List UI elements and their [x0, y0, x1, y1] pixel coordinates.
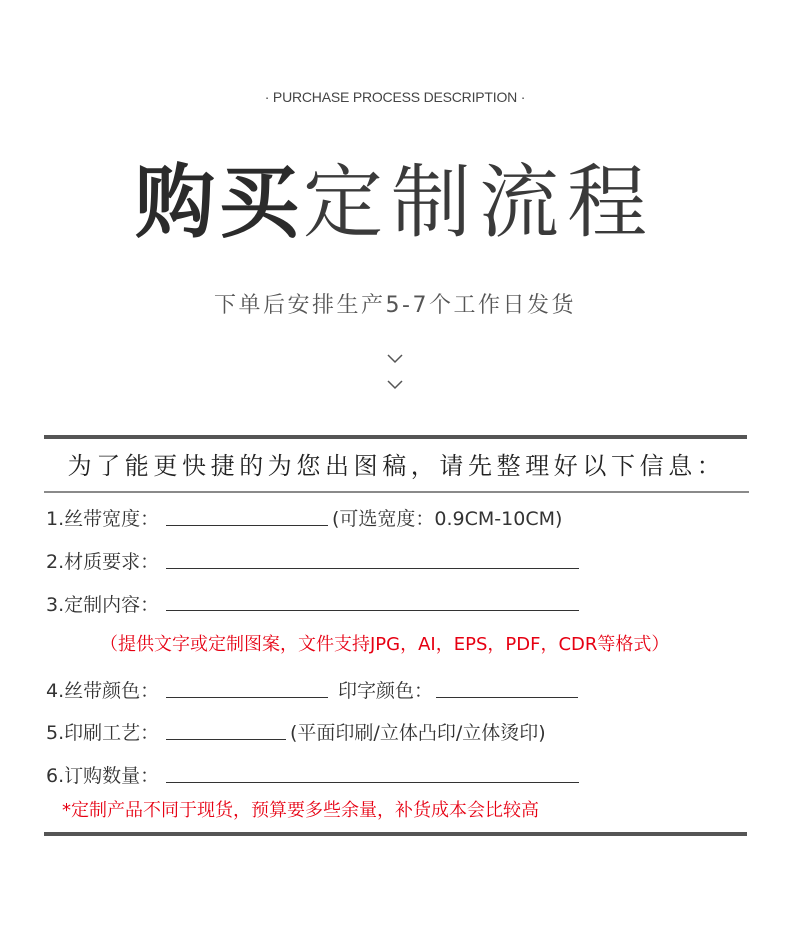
field-label-material: 2.材质要求：: [46, 551, 160, 573]
chevron-down-icon: [386, 352, 404, 364]
field-label-content: 3.定制内容：: [46, 594, 160, 616]
field-label-print-color: 印字颜色：: [338, 680, 434, 702]
field-note-ribbon-width: (可选宽度：0.9CM-10CM): [332, 508, 563, 530]
field-note-printing: (平面印刷/立体凸印/立体烫印): [290, 722, 546, 744]
field-content[interactable]: [166, 610, 579, 611]
form-heading: 为了能更快捷的为您出图稿，请先整理好以下信息：: [67, 452, 726, 480]
title-bold: 购买: [135, 156, 303, 249]
bottom-rule: [44, 832, 747, 836]
field-ribbon-color[interactable]: [166, 697, 328, 698]
field-print-color[interactable]: [436, 697, 578, 698]
heading-divider: [44, 491, 749, 493]
field-printing[interactable]: [166, 739, 286, 740]
footnote: *定制产品不同于现货，预算要多些余量，补货成本会比较高: [62, 800, 539, 821]
field-quantity[interactable]: [166, 782, 579, 783]
field-label-printing: 5.印刷工艺：: [46, 722, 160, 744]
chevron-down-icon: [386, 378, 404, 390]
field-label-ribbon-color: 4.丝带颜色：: [46, 680, 160, 702]
field-label-ribbon-width: 1.丝带宽度：: [46, 508, 160, 530]
page-title: [0, 148, 790, 258]
subtitle-en: · PURCHASE PROCESS DESCRIPTION ·: [264, 89, 526, 105]
title-light: 定制流程: [303, 156, 655, 249]
top-rule: [44, 435, 747, 439]
field-material[interactable]: [166, 568, 579, 569]
field-label-quantity: 6.订购数量：: [46, 765, 160, 787]
content-note: （提供文字或定制图案，文件支持JPG，AI，EPS，PDF，CDR等格式）: [100, 634, 670, 655]
field-ribbon-width[interactable]: [166, 525, 328, 526]
tagline: 下单后安排生产5-7个工作日发货: [214, 293, 576, 318]
